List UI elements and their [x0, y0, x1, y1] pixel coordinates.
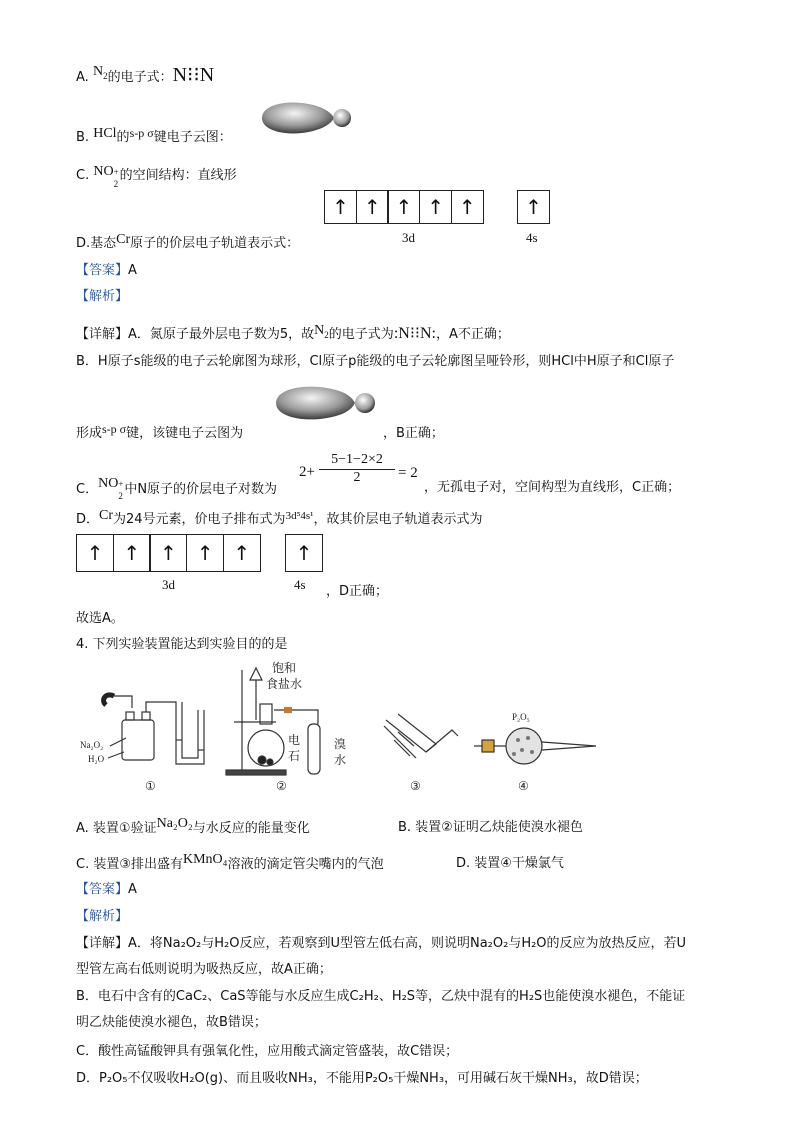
spin-up-arrow-icon: ↑: [196, 541, 214, 565]
option-d-3d-orbitals: [324, 190, 483, 224]
orbital-box: [186, 534, 224, 572]
detail-1-b-text: 形成: [76, 426, 103, 441]
option-a: [76, 62, 214, 87]
detail-2-a1: 【详解】A．将Na₂O₂与H₂O反应，若观察到U型管左低右高，则说明Na₂O₂与H₂O的反应为放热反应，若U: [76, 936, 687, 951]
detail-1-a-end: ，A不正确；: [435, 327, 510, 342]
q4-option-a-end: 与水反应的能量变化: [192, 821, 310, 836]
apparatus-figure: [76, 660, 636, 800]
detail-1-a-dots: :N⁝⁝N:: [393, 325, 436, 342]
detail-2-b1: B．电石中含有的CaC₂、CaS等能与水反应生成C₂H₂、H₂S等，乙炔中混有的H₂S也能使溴水褪色，不能证: [76, 989, 686, 1004]
apparatus-2: [226, 660, 346, 793]
orbital-box: [223, 534, 261, 572]
option-b-formula: HCl: [93, 126, 117, 141]
detail-1-c-end: ，无孤电子对，空间构型为直线形，C正确；: [424, 480, 681, 495]
orbital-label-3d: 3d: [402, 230, 415, 245]
orbital-label-4s-2: 4s: [294, 577, 306, 592]
detail-1-c: [76, 476, 278, 501]
detail-1-d-mid: 为24号元素，价电子排布式为: [113, 512, 286, 527]
option-d-text1: 基态: [90, 236, 117, 251]
detail-1-c-prefix: C．: [76, 482, 99, 497]
q4-option-a-formula: Na₂O₂: [156, 816, 193, 831]
q4-option-c: [76, 852, 384, 872]
orbital-box: [113, 534, 151, 572]
option-b-bond: s-p σ: [129, 126, 154, 140]
option-a-text: 的电子式：: [107, 70, 173, 85]
fig4-label-p2o5: P₂O₅: [512, 712, 530, 722]
detail-1-d-4s-orbital: [285, 534, 322, 572]
fig-number-2: ②: [276, 779, 287, 793]
detail-1-b-line2: [76, 422, 243, 441]
apparatus-3: [384, 714, 458, 793]
spin-up-arrow-icon: ↑: [160, 541, 177, 565]
detail-2-b2: 明乙炔能使溴水褪色，故B错误；: [76, 1015, 267, 1030]
expr-result: = 2: [398, 465, 418, 481]
orbital-box: [419, 190, 452, 224]
option-a-prefix: A.: [76, 70, 89, 85]
spin-up-arrow-icon: ↑: [233, 541, 251, 565]
detail-1-a-sub: 2: [324, 329, 329, 340]
option-d-prefix: D.: [76, 236, 91, 251]
detail-1-c-expression: [299, 458, 315, 480]
apparatus-4: [474, 712, 596, 793]
sp-sigma-cloud-figure-2: [272, 380, 380, 426]
orbital-box: [451, 190, 484, 224]
option-c-sub: 2: [113, 179, 119, 189]
detail-1-d-3d-orbitals: [76, 534, 260, 572]
option-b-text2: 键电子云图：: [153, 130, 232, 145]
fig-number-4: ④: [518, 779, 529, 793]
detail-1-a-mid: 的电子式为: [328, 327, 394, 342]
detail-2-a2: 型管左高右低则说明为吸热反应，故A正确；: [76, 962, 332, 977]
fig2-label-6: 水: [334, 753, 347, 767]
fig2-label-3: 电: [288, 733, 301, 747]
fig2-label-4: 石: [288, 749, 301, 763]
fig2-label-1: 饱和: [272, 661, 297, 675]
orbital-box: [149, 534, 187, 572]
spin-up-arrow-icon: ↑: [332, 195, 349, 219]
spin-up-arrow-icon: ↑: [363, 195, 381, 219]
answer-value: A: [128, 263, 137, 278]
orbital-box: [285, 534, 323, 572]
spin-up-arrow-icon: ↑: [86, 541, 104, 565]
spin-up-arrow-icon: ↑: [395, 195, 413, 219]
detail-1-d-formula: Cr: [99, 508, 114, 523]
detail-1-d: [76, 508, 483, 527]
spin-up-arrow-icon: ↑: [427, 195, 444, 219]
detail-1-b-bond: s-p σ: [102, 422, 127, 436]
option-b-prefix: B.: [76, 130, 90, 145]
spin-up-arrow-icon: ↑: [458, 195, 476, 219]
orbital-box: [517, 190, 550, 224]
fraction-numerator: 5−1−2×2: [319, 452, 395, 470]
detail-1-c-sub: 2: [118, 491, 123, 501]
fig-number-1: ①: [145, 779, 156, 793]
option-d: [76, 232, 299, 251]
detail-1-a-formula: N: [314, 323, 325, 338]
fig1-label-h2o: H₂O: [88, 754, 105, 764]
answer-label: 【答案】: [76, 263, 129, 278]
fig-number-3: ③: [410, 779, 421, 793]
fig1-label-na2o2: Na₂O₂: [80, 740, 104, 750]
q4-option-c-formula: KMnO₄: [183, 852, 228, 867]
option-c-formula: NO: [93, 164, 114, 179]
detail-1-b-line1: B．H原子s能级的电子云轮廓图为球形，Cl原子p能级的电子云轮廓图呈哑铃形，则HCl中H原子和Cl原子: [76, 354, 675, 369]
option-c: [76, 164, 237, 189]
spin-up-arrow-icon: ↑: [525, 195, 542, 219]
n2-electron-formula: N⁝⁝N: [172, 64, 215, 86]
detail-1-a: [76, 323, 510, 343]
orbital-box: [356, 190, 389, 224]
option-a-sub: 2: [103, 70, 108, 81]
option-b-text1: 的: [116, 130, 130, 145]
detail-2-c: C．酸性高锰酸钾具有强氧化性，应用酸式滴定管盛装，故C错误；: [76, 1044, 459, 1059]
analysis-label-2: 【解析】: [76, 909, 129, 924]
option-c-sup: +: [113, 167, 119, 177]
q4-option-b: B. 装置②证明乙炔能使溴水褪色: [398, 820, 583, 835]
fraction-denominator: 2: [353, 470, 361, 485]
detail-1-d-end1: ，故其价层电子轨道表示式为: [313, 512, 483, 527]
apparatus-1: [80, 695, 204, 793]
expr-lead: 2+: [299, 464, 315, 480]
option-b: [76, 126, 232, 145]
answer-1: [76, 259, 137, 278]
detail-1-b-text2: 键，该键电子云图为: [126, 426, 244, 441]
q4-option-c-end: 溶液的滴定管尖嘴内的气泡: [227, 857, 384, 872]
detail-1-c-sup: +: [118, 479, 124, 489]
option-c-prefix: C.: [76, 168, 90, 183]
answer-2: [76, 878, 137, 897]
detail-1-c-formula: NO: [98, 476, 119, 491]
orbital-label-3d-2: 3d: [162, 577, 175, 592]
option-a-formula: N: [92, 64, 104, 79]
option-d-4s-orbital: [517, 190, 549, 224]
fig2-label-5: 溴: [334, 737, 347, 751]
orbital-box: [387, 190, 420, 224]
orbital-box: [76, 534, 114, 572]
detail-1-c-mid: 中N原子的价层电子对数为: [124, 482, 278, 497]
fig2-label-2: 食盐水: [266, 677, 303, 691]
answer-label-2: 【答案】: [76, 882, 129, 897]
option-d-text2: 原子的价层电子轨道表示式：: [130, 236, 300, 251]
detail-1-d-prefix: D．: [76, 512, 100, 527]
detail-1-d-config: 3d⁵4s¹: [285, 510, 314, 522]
analysis-label-1: 【解析】: [76, 289, 129, 304]
q4-option-c-text: C. 装置③排出盛有: [76, 857, 183, 872]
option-d-formula: Cr: [116, 232, 131, 247]
orbital-label-4s: 4s: [526, 230, 538, 245]
detail-2-d: D．P₂O₅不仅吸收H₂O(g)、而且吸收NH₃，不能用P₂O₅干燥NH₃，可用碱石灰干燥NH₃，故D错误；: [76, 1071, 648, 1086]
q4-option-a: [76, 816, 310, 836]
spin-up-arrow-icon: ↑: [123, 541, 141, 565]
detail-1-c-fraction: [319, 452, 395, 486]
sp-sigma-cloud-figure: [258, 96, 354, 140]
option-c-text: 的空间结构：直线形: [119, 168, 237, 183]
q4-option-d: D. 装置④干燥氯气: [456, 856, 564, 871]
detail-1-d-end2: ，D正确；: [326, 584, 389, 599]
orbital-box: [324, 190, 357, 224]
q4-option-a-text: A. 装置①验证: [76, 821, 157, 836]
answer-value-2: A: [128, 882, 137, 897]
detail-1-b-end: ，B正确；: [383, 426, 444, 441]
detail-1-a-text: 【详解】A．氮原子最外层电子数为5，故: [76, 327, 315, 342]
spin-up-arrow-icon: ↑: [295, 541, 313, 565]
question-4-stem: 4. 下列实验装置能达到实验目的的是: [76, 637, 288, 652]
conclusion-1: 故选A。: [76, 611, 124, 626]
